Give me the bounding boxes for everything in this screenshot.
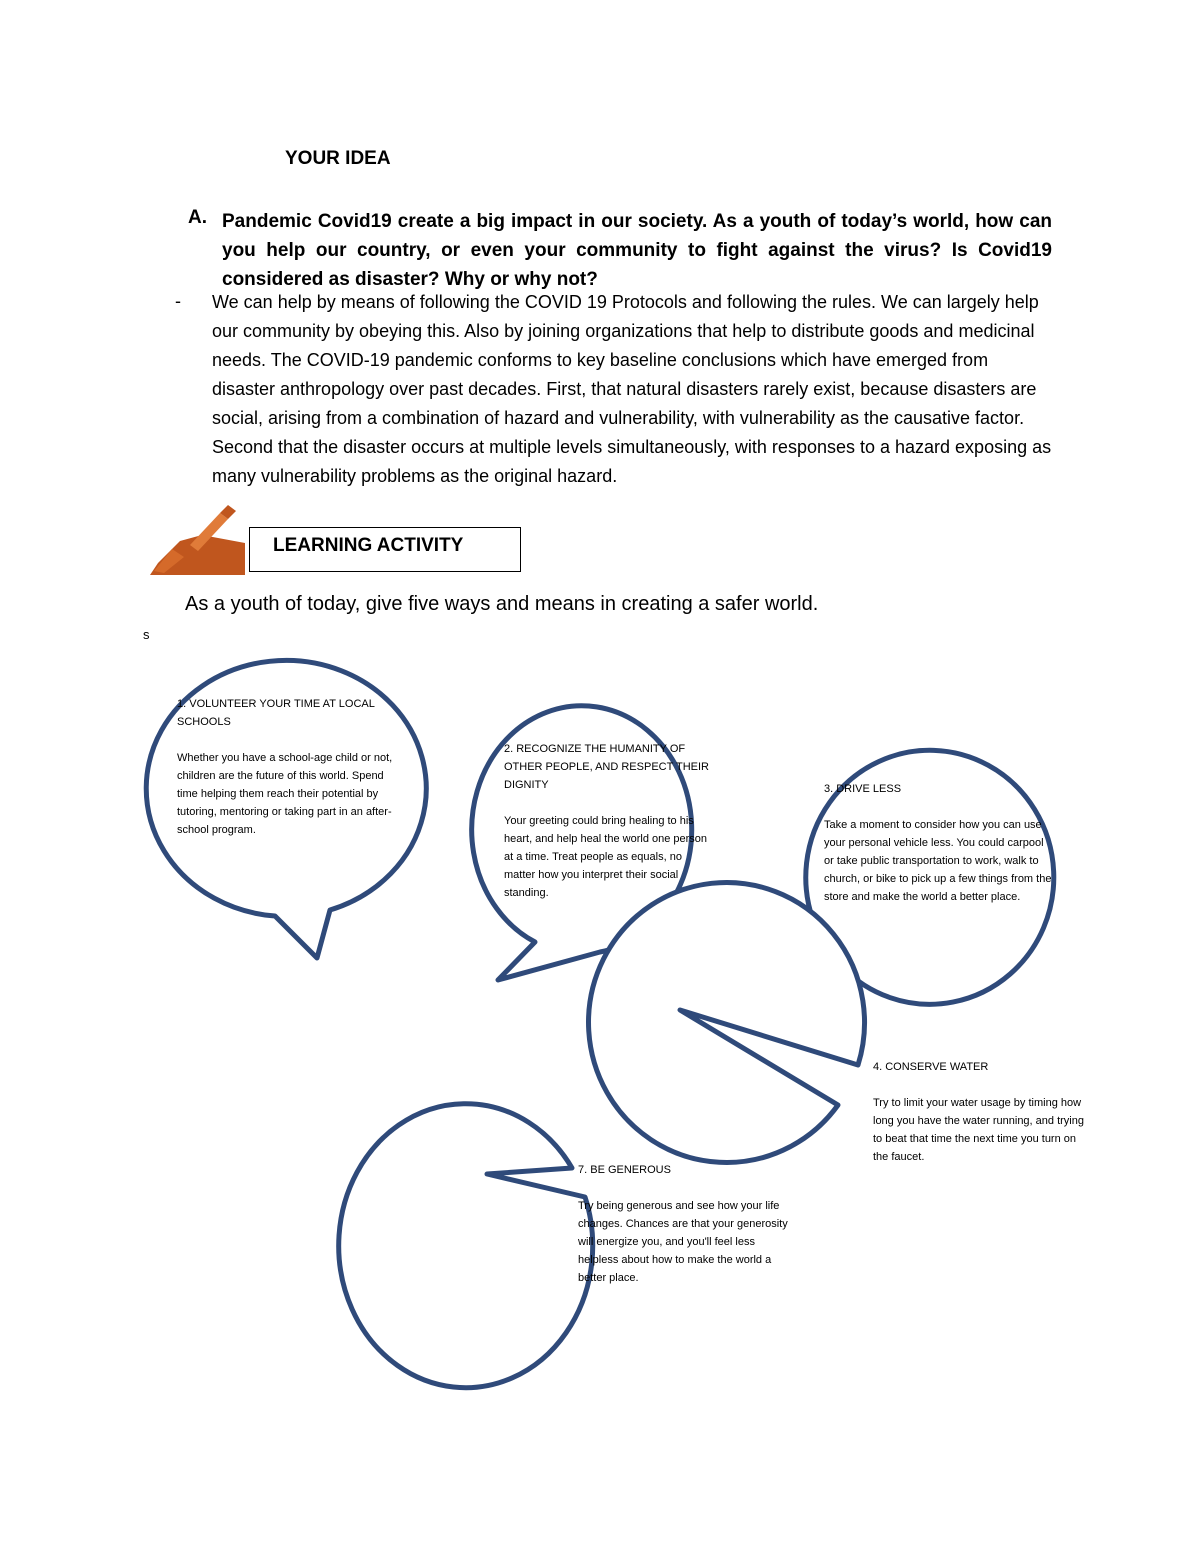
- bubble-1-title: 1. VOLUNTEER YOUR TIME AT LOCAL SCHOOLS: [177, 698, 375, 728]
- bubble-2-content: [504, 740, 712, 902]
- bubble-2-title: 2. RECOGNIZE THE HUMANITY OF OTHER PEOPLE, AND RESPECT THEIR DIGNITY: [504, 743, 709, 791]
- bubble-3-content: [824, 780, 1054, 906]
- stray-character: s: [143, 627, 150, 642]
- bubble-4-body: Try to limit your water usage by timing how long you have the water running, and trying to beat that time the next time you turn on the faucet.: [873, 1097, 1084, 1163]
- bubble-7-title: 7. BE GENEROUS: [578, 1164, 671, 1176]
- bubble-4-title: 4. CONSERVE WATER: [873, 1061, 989, 1073]
- speech-bubble-7: [339, 1104, 593, 1388]
- question-text: Pandemic Covid19 create a big impact in our society. As a youth of today’s world, how can you help our country, or even your community to fight against the virus? Is Covid19 considered as disaster? Why or why not?: [222, 211, 1052, 290]
- bubble-2-body: Your greeting could bring healing to his heart, and help heal the world one person at a time. Treat people as equals, no matter how you interpret their social standing.: [504, 815, 708, 899]
- bubble-1-content: [177, 695, 395, 839]
- answer-bullet: -: [175, 291, 181, 311]
- learning-activity-label: LEARNING ACTIVITY: [273, 535, 464, 556]
- bubble-4-content: [873, 1058, 1085, 1166]
- page-heading: YOUR IDEA: [285, 148, 391, 169]
- bubble-3-title: 3. DRIVE LESS: [824, 783, 902, 795]
- activity-instruction: As a youth of today, give five ways and means in creating a safer world.: [185, 593, 819, 615]
- bubble-7-body: Try being generous and see how your life changes. Chances are that your generosity will energize you, and you'll feel less helpless about how to make the world a better place.: [578, 1200, 788, 1284]
- bubble-7-content: [578, 1161, 793, 1287]
- bubble-1-body: Whether you have a school-age child or not, children are the future of this world. Spend time helping them reach their potential by tutoring, mentoring or taking part in an after-school program.: [177, 752, 393, 836]
- speech-bubble-4: [589, 882, 865, 1162]
- answer-text: We can help by means of following the COVID 19 Protocols and following the rules. We can largely help our community by obeying this. Also by joining organizations that help to distribute goods and medicinal needs. The COVID-19 pandemic conforms to key baseline conclusions which have emerged from disaster anthropology over past decades. First, that natural disasters rarely exist, because disasters are social, arising from a combination of hazard and vulnerability, with vulnerability as the causative factor. Second that the disaster occurs at multiple levels simultaneously, with responses to a hazard exposing as many vulnerability problems as the original hazard.: [212, 292, 1052, 486]
- question-letter: A.: [188, 207, 207, 228]
- bubble-3-body: Take a moment to consider how you can use your personal vehicle less. You could carpool or take public transportation to work, walk to church, or bike to pick up a few things from the store and make the world a better place.: [824, 819, 1052, 903]
